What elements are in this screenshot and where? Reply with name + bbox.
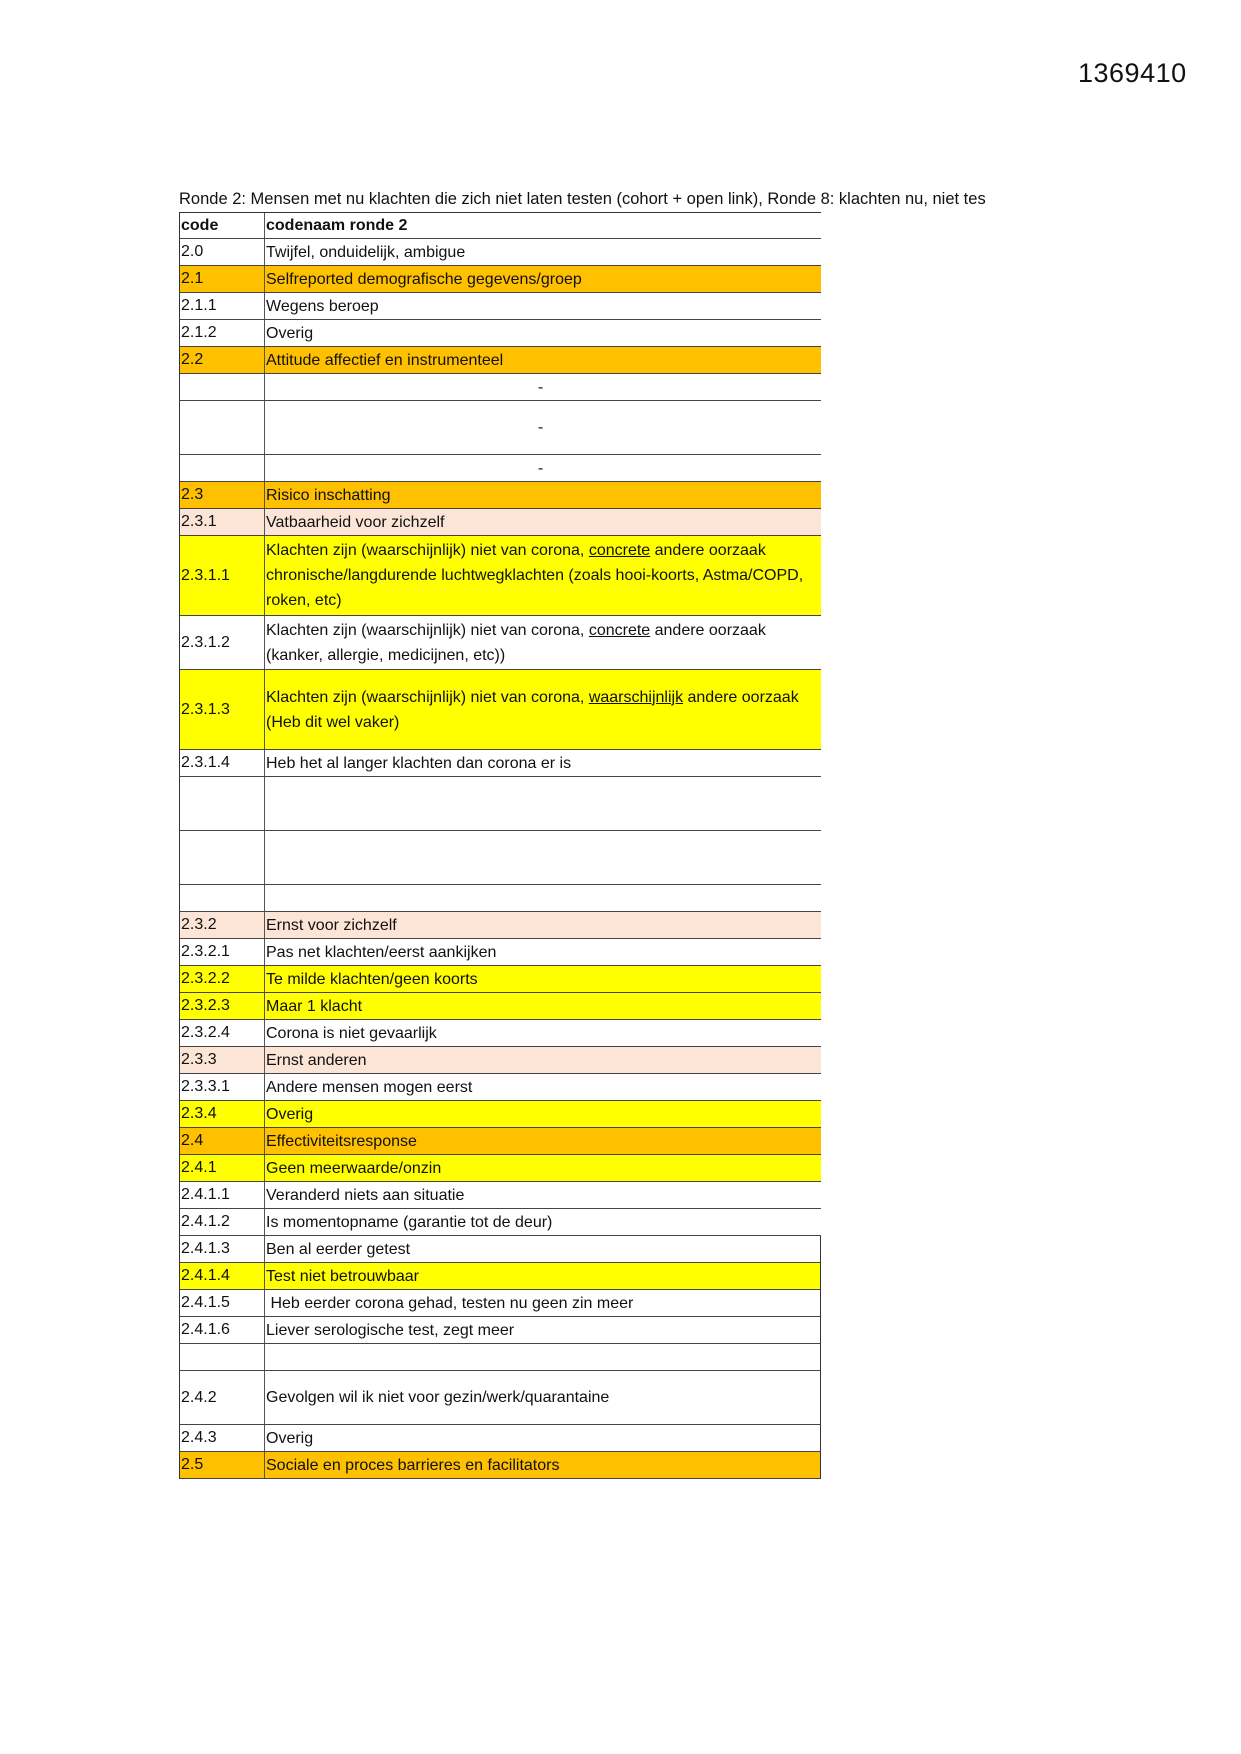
table-row [180,536,821,616]
row-code: 2.4.2 [180,1371,265,1424]
row-codenaam: Selfreported demografische gegevens/groep [266,270,582,288]
table-row [180,993,821,1020]
row-codenaam: Wegens beroep [266,297,379,315]
row-code: 2.3.1.1 [180,536,265,615]
row-codenaam: Ben al eerder getest [266,1240,411,1258]
row-codenaam-text [266,685,815,735]
row-codenaam: Veranderd niets aan situatie [266,1186,465,1204]
table-row [180,1263,821,1290]
row-codenaam: Ernst anderen [266,1051,367,1069]
text-before: Klachten zijn (waarschijnlijk) niet van corona, [266,542,589,559]
table-row [180,482,821,509]
text-after: andere oorzaak (Heb dit wel vaker) [266,688,799,731]
row-code: 2.3.2.1 [180,939,265,965]
row-codenaam: Te milde klachten/geen koorts [266,970,478,988]
table-row [180,939,821,966]
table-title: Ronde 2: Mensen met nu klachten die zich niet laten testen (cohort + open link), Ronde 8: klachten nu, niet tes [179,190,986,208]
table-row [180,1020,821,1047]
row-code: 2.4.3 [180,1425,265,1451]
row-code [180,777,265,830]
table-row [180,1128,821,1155]
table-row [180,1101,821,1128]
row-code: 2.3.3.1 [180,1074,265,1100]
text-after: andere oorzaak (kanker, allergie, medicijnen, etc)) [266,621,766,664]
row-codenaam [265,1344,820,1370]
table-row [180,616,821,670]
row-code [180,1344,265,1370]
row-codenaam-text [266,618,815,668]
row-codenaam: Andere mensen mogen eerst [266,1078,473,1096]
row-codenaam: Liever serologische test, zegt meer [266,1321,515,1339]
table-row [180,750,821,777]
row-code: 2.3.3 [180,1047,265,1073]
table-row [180,320,821,347]
underlined-word: concrete [588,621,651,639]
row-code: 2.1.1 [180,293,265,319]
table-row [180,347,821,374]
row-code [180,831,265,884]
row-codenaam: Vatbaarheid voor zichzelf [266,513,445,531]
table-row [180,1344,821,1371]
row-code: 2.4.1.4 [180,1263,265,1289]
row-code: 2.3.2.4 [180,1020,265,1046]
table-row [180,1317,821,1344]
row-codenaam [265,885,821,911]
row-code: 2.0 [180,239,265,265]
row-codenaam: Test niet betrouwbaar [266,1267,419,1285]
row-code: 2.3.1.4 [180,750,265,776]
row-codenaam [265,536,821,615]
table-row [180,509,821,536]
row-codenaam: Heb het al langer klachten dan corona er is [266,754,572,772]
row-code: 2.3.2 [180,912,265,938]
table-row [180,777,821,831]
table-row [180,1290,821,1317]
table-row [180,401,821,455]
row-codenaam: Overig [266,1105,314,1123]
table-header-row [180,213,821,239]
row-codenaam: Effectiviteitsresponse [266,1132,417,1150]
underlined-word: waarschijnlijk [588,688,684,706]
table-row [180,1371,821,1425]
row-codenaam: Gevolgen wil ik niet voor gezin/werk/quarantaine [266,1389,610,1406]
row-code: 2.3.1.2 [180,616,265,669]
row-code: 2.4.1 [180,1155,265,1181]
row-code: 2.4.1.6 [180,1317,265,1343]
row-code: 2.4.1.2 [180,1209,265,1235]
row-code: 2.4.1.5 [180,1290,265,1316]
table-row [180,670,821,750]
row-codenaam: Maar 1 klacht [266,997,363,1015]
row-code: 2.1.2 [180,320,265,346]
row-codenaam: Risico inschatting [266,486,391,504]
row-codenaam: Overig [266,1429,314,1447]
table-row [180,1452,821,1479]
table-row [180,1182,821,1209]
table-row [180,374,821,401]
row-codenaam: Sociale en proces barrieres en facilitators [266,1456,560,1474]
row-codenaam-text [266,538,815,613]
row-code: 2.1 [180,266,265,292]
row-code [180,885,265,911]
table-row [180,1236,821,1263]
row-codenaam: Heb eerder corona gehad, testen nu geen zin meer [266,1294,634,1312]
row-codenaam: - [537,419,544,436]
row-code: 2.4 [180,1128,265,1154]
row-code: 2.4.1.1 [180,1182,265,1208]
row-codenaam: Geen meerwaarde/onzin [266,1159,442,1177]
table-row [180,266,821,293]
row-codenaam: Overig [266,324,314,342]
document-number: 1369410 [1078,58,1187,88]
row-code: 2.3.2.2 [180,966,265,992]
row-code: 2.3 [180,482,265,508]
table-row [180,455,821,482]
underlined-word: concrete [588,542,651,559]
row-code: 2.3.4 [180,1101,265,1127]
table-row [180,1425,821,1452]
header-code: code [180,213,265,238]
row-code [180,374,265,400]
row-codenaam [265,670,821,749]
row-code: 2.4.1.3 [180,1236,265,1262]
text-after: andere oorzaak chronische/langdurende luchtwegklachten (zoals hooi-koorts, Astma/COPD, roken, etc) [266,542,804,609]
row-codenaam: Corona is niet gevaarlijk [266,1024,437,1042]
table-row [180,1155,821,1182]
table-row [180,885,821,912]
row-codenaam: Ernst voor zichzelf [266,916,397,934]
table-row [180,912,821,939]
row-codenaam: - [537,378,544,396]
text-before: Klachten zijn (waarschijnlijk) niet van corona, [266,688,589,706]
row-code: 2.5 [180,1452,265,1478]
table-row [180,1209,821,1236]
row-code [180,455,265,481]
row-codenaam: Attitude affectief en instrumenteel [266,351,504,369]
row-codenaam: Pas net klachten/eerst aankijken [266,943,497,961]
row-code [180,401,265,454]
table-row [180,239,821,266]
table-row [180,1074,821,1101]
row-codenaam: - [537,459,544,477]
row-codenaam: Twijfel, onduidelijk, ambigue [266,243,466,261]
row-code: 2.3.1 [180,509,265,535]
table-row [180,293,821,320]
row-code: 2.2 [180,347,265,373]
text-before: Klachten zijn (waarschijnlijk) niet van corona, [266,621,589,639]
row-code: 2.3.2.3 [180,993,265,1019]
table-row [180,966,821,993]
row-codenaam: Is momentopname (garantie tot de deur) [266,1213,553,1231]
table-row [180,831,821,885]
code-table [179,212,821,1479]
row-codenaam [265,616,821,669]
row-codenaam [265,831,821,884]
row-codenaam [265,777,821,830]
row-code: 2.3.1.3 [180,670,265,749]
header-codenaam: codenaam ronde 2 [266,217,408,234]
table-row [180,1047,821,1074]
